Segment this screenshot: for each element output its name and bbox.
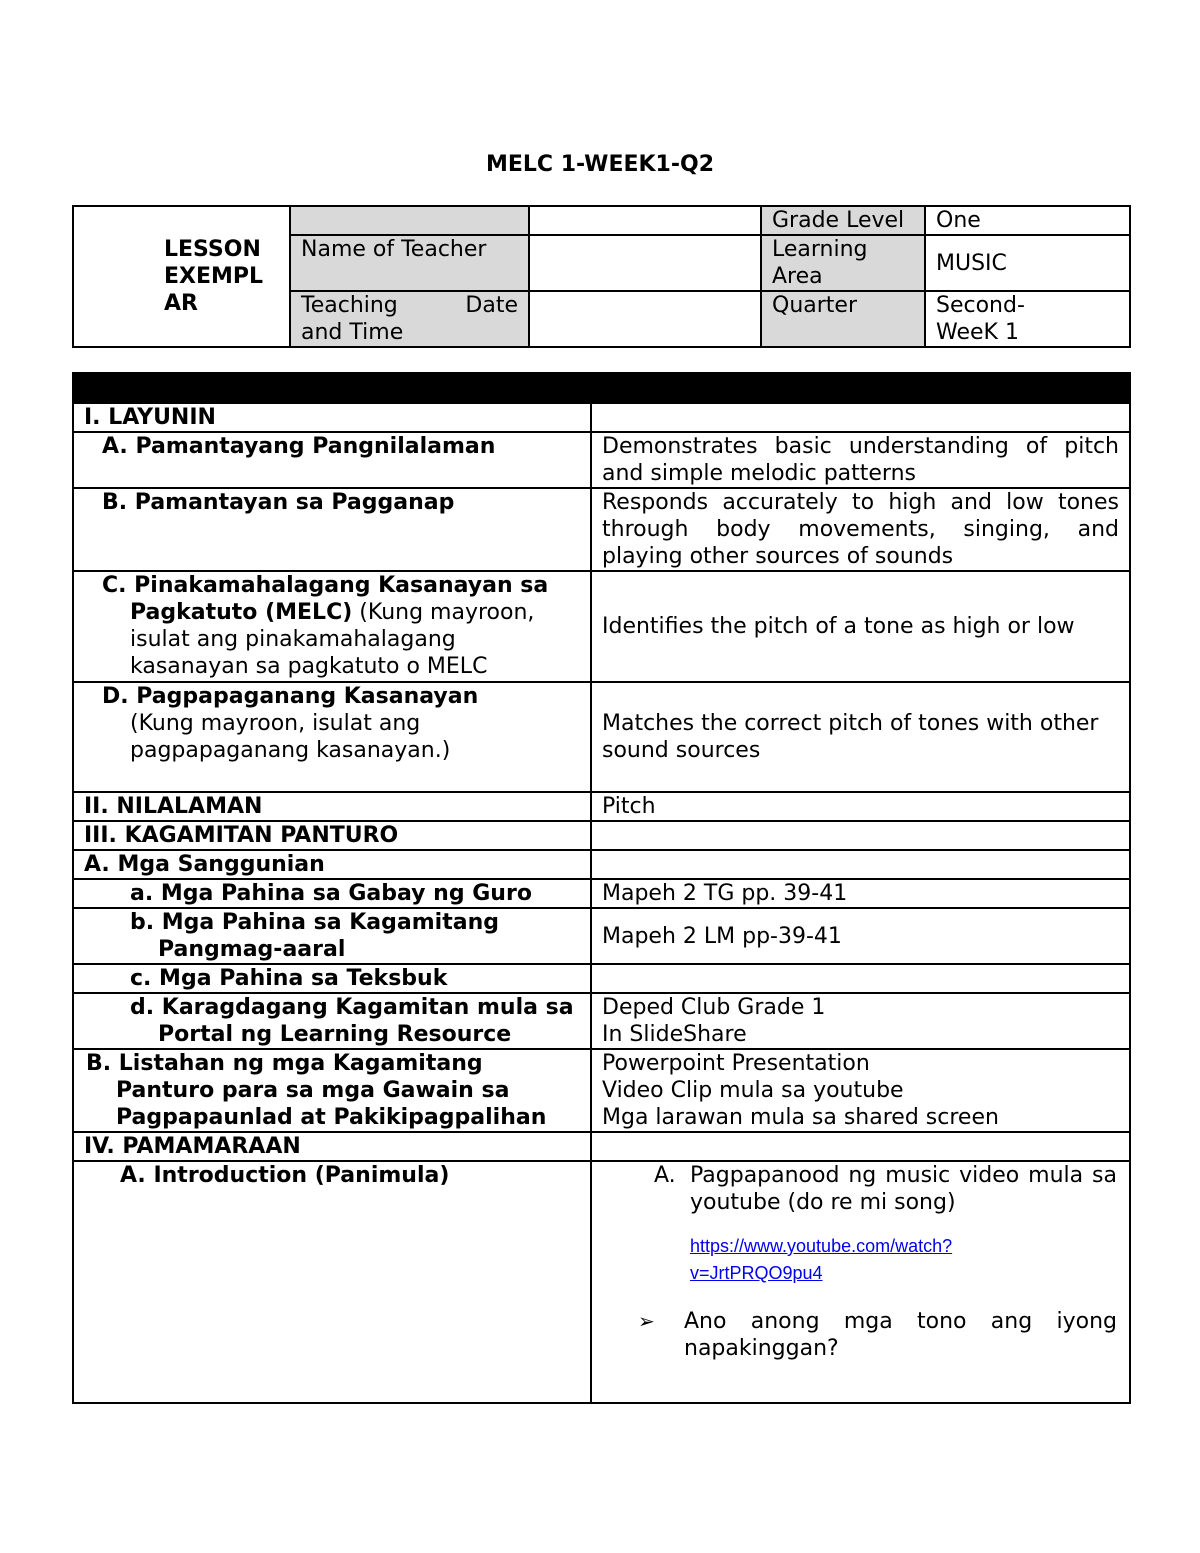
table-row: I. LAYUNIN (73, 403, 1130, 432)
table-row: c. Mga Pahina sa Teksbuk (73, 964, 1130, 993)
grade-level-value: One (925, 206, 1130, 235)
table-row: II. NILALAMAN Pitch (73, 792, 1130, 821)
page-title: MELC 1-WEEK1-Q2 (485, 152, 714, 177)
table-row: a. Mga Pahina sa Gabay ng Guro Mapeh 2 TG pp. 39-41 (73, 879, 1130, 908)
grade-level-label: Grade Level (761, 206, 925, 235)
youtube-link[interactable]: https://www.youtube.com/watch? v=JrtPRQO9pu4 (690, 1236, 953, 1283)
learning-area-value: MUSIC (925, 235, 1130, 291)
table-row: A. Pamantayang Pangnilalaman Demonstrates basic understanding of pitch and simple melodic patterns (73, 432, 1130, 488)
blank-cell (529, 206, 761, 235)
quarter-value: Second-WeeK 1 (925, 291, 1130, 347)
list-marker: A. (654, 1163, 676, 1188)
table-row: IV. PAMAMARAAN (73, 1132, 1130, 1161)
table-header-row (73, 373, 1130, 403)
learning-area-label: Learning Area (761, 235, 925, 291)
table-row: b. Mga Pahina sa Kagamitang Pangmag-aaral Mapeh 2 LM pp-39-41 (73, 908, 1130, 964)
blank-gray-cell (290, 206, 529, 235)
intro-activity: Pagpapanood ng music video mula sa youtube (do re mi song) (690, 1163, 1117, 1215)
teaching-date-value[interactable] (529, 291, 761, 347)
lesson-header-table (72, 205, 1131, 348)
table-row: D. Pagpapaganang Kasanayan (Kung mayroon, isulat ang pagpapaganang kasanayan.) Matches the correct pitch of tones with other sound sources (73, 682, 1130, 792)
table-row: C. Pinakamahalagang Kasanayan sa Pagkatuto (MELC) (Kung mayroon, isulat ang pinakamahalagang kasanayan sa pagkatuto o MELC Identifies the pitch of a tone as high or low (73, 571, 1130, 682)
teaching-date-label: Teaching Date and Time (290, 291, 529, 347)
table-row: B. Listahan ng mga Kagamitang Panturo para sa mga Gawain sa Pagpapaunlad at Pakikipagpalihan Powerpoint Presentation Video Clip mula sa youtube Mga larawan mula sa shared screen (73, 1049, 1130, 1132)
question-text: Ano anong mga tono ang iyong napakinggan? (684, 1309, 1117, 1361)
teacher-value[interactable] (529, 235, 761, 291)
lesson-plan-table (72, 372, 1131, 1404)
teacher-label: Name of Teacher (290, 235, 529, 291)
arrow-bullet-icon: ➢ (638, 1309, 655, 1333)
table-row: A. Introduction (Panimula) A. Pagpapanood ng music video mula sa youtube (do re mi song) https://www.youtube.com/watch? v=JrtPRQO9pu4 ➢ Ano anong mga tono ang iyong napakinggan? (73, 1161, 1130, 1403)
lesson-exemplar-label: LESSON EXEMPL AR (73, 206, 290, 347)
table-row: d. Karagdagang Kagamitan mula sa Portal ng Learning Resource Deped Club Grade 1 In SlideShare (73, 993, 1130, 1049)
table-row: III. KAGAMITAN PANTURO (73, 821, 1130, 850)
quarter-label: Quarter (761, 291, 925, 347)
table-row: A. Mga Sanggunian (73, 850, 1130, 879)
table-row: B. Pamantayan sa Pagganap Responds accurately to high and low tones through body movements, singing, and playing other sources of sounds (73, 488, 1130, 571)
